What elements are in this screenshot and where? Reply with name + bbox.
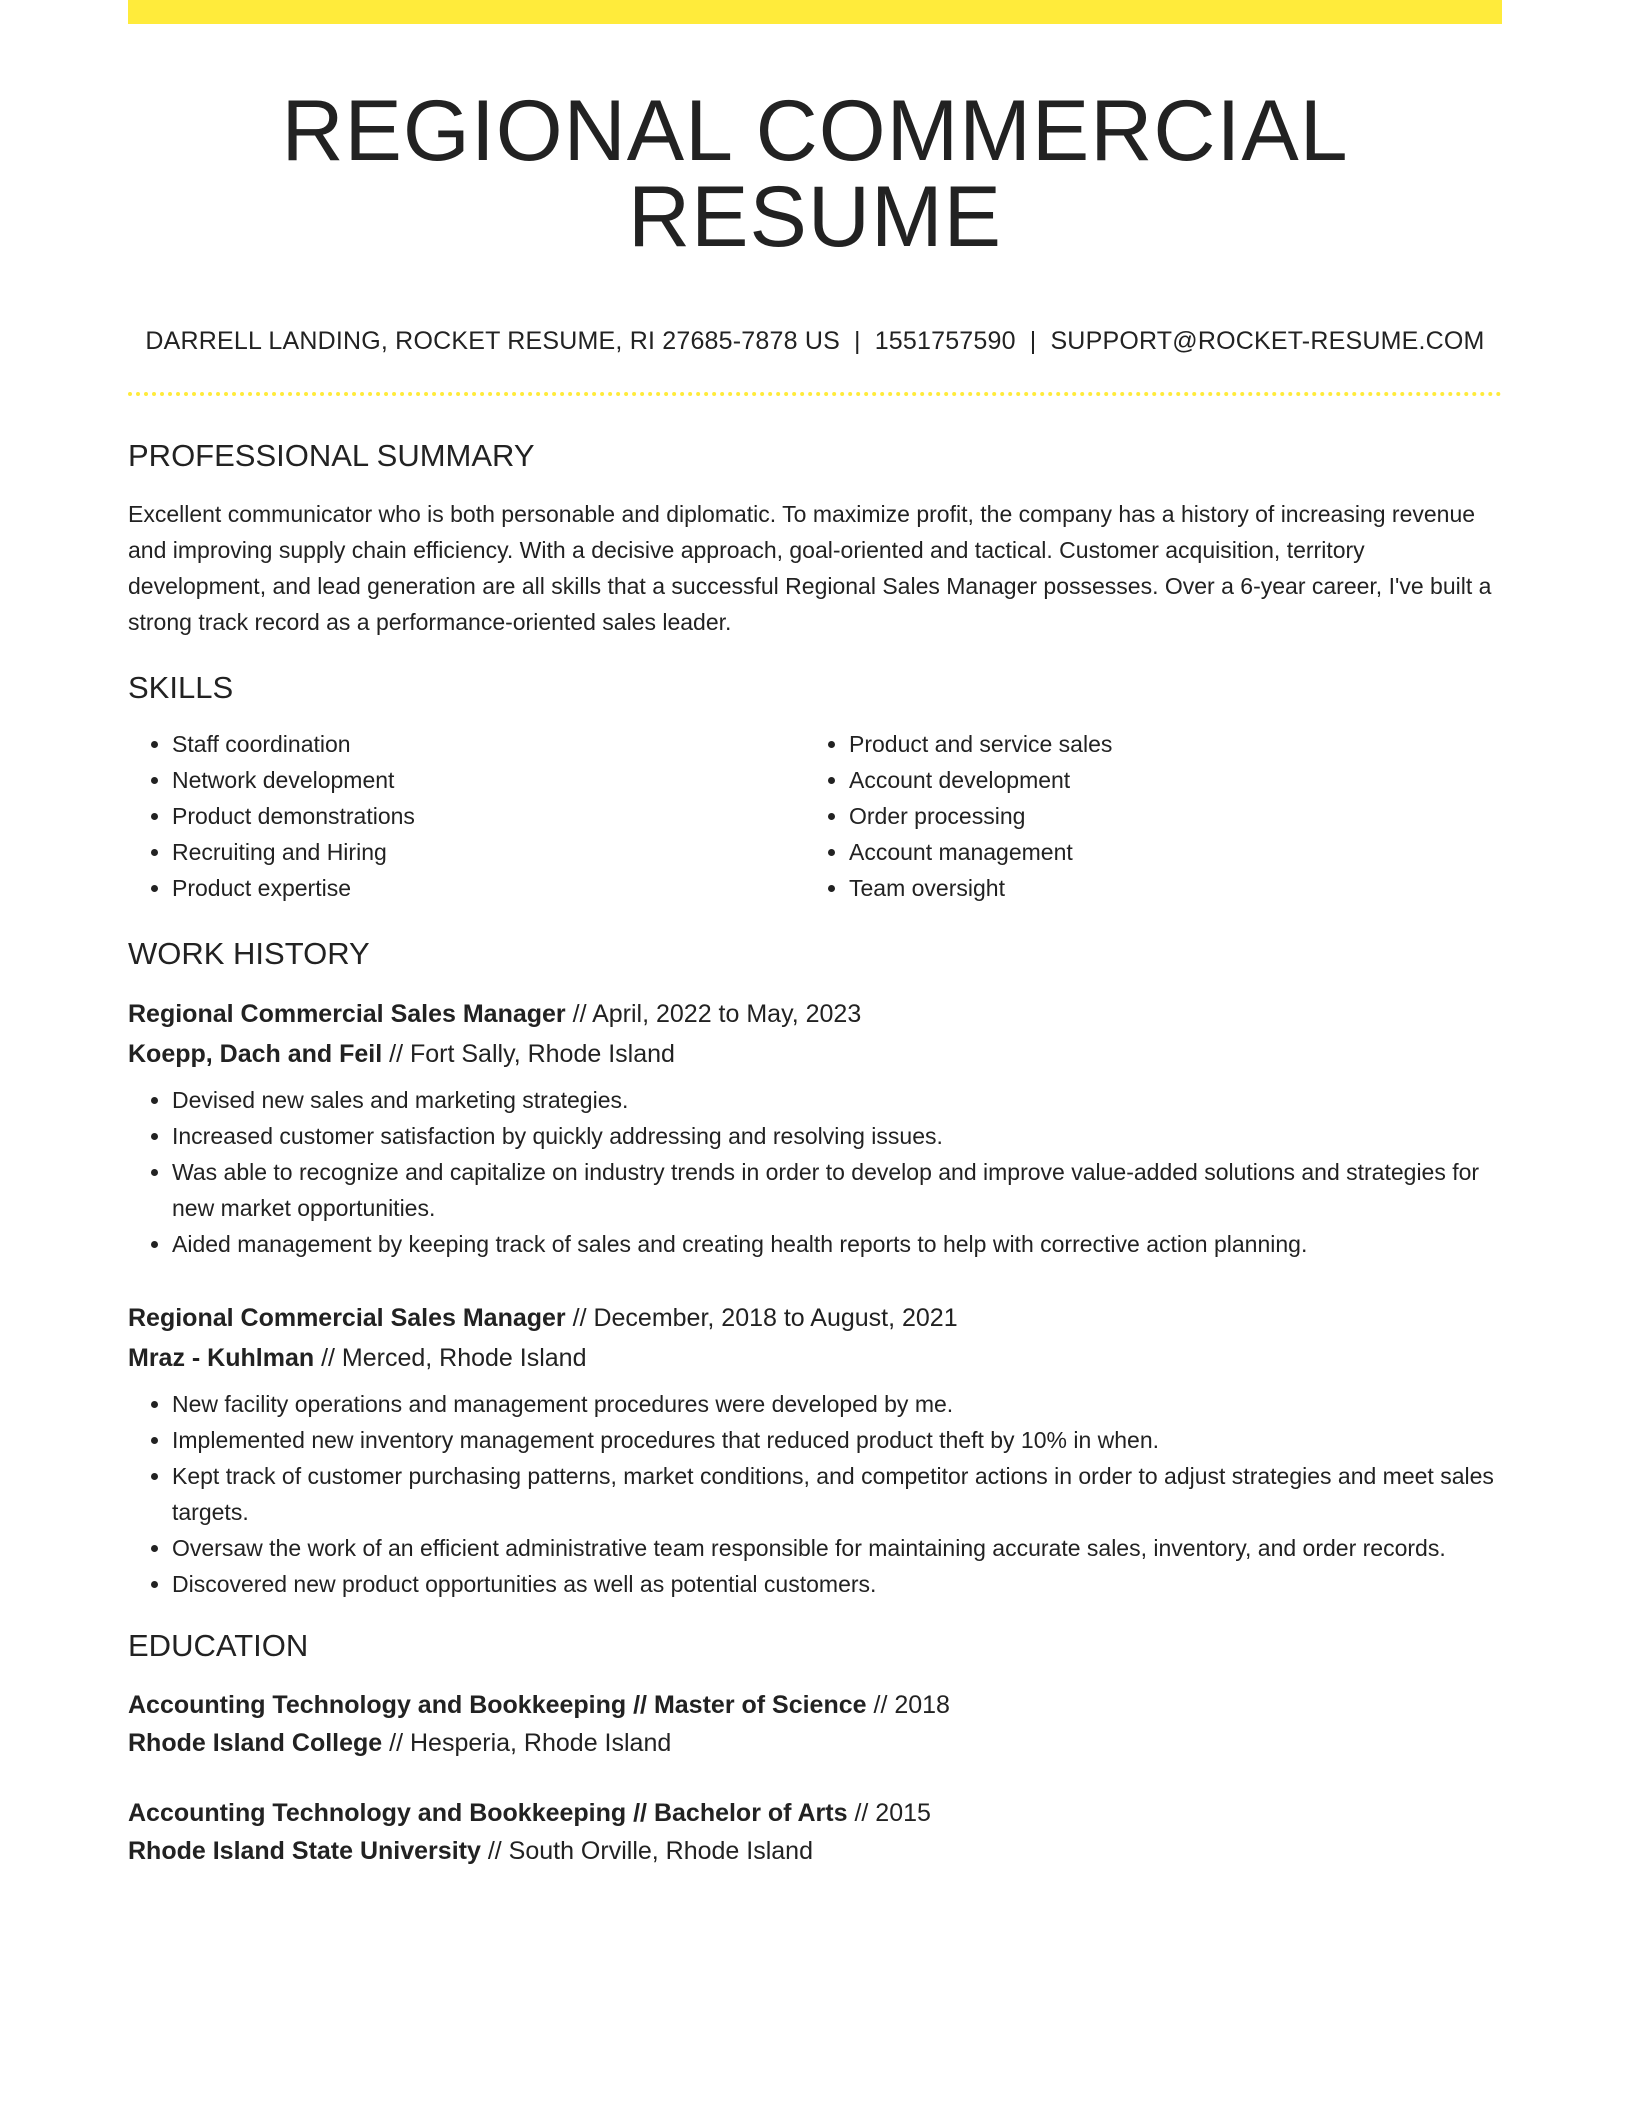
contact-address: DARRELL LANDING, ROCKET RESUME, RI 27685-7878 US: [145, 327, 840, 355]
skills-column-right: [805, 726, 1482, 906]
skill-item: • Account management: [849, 834, 1482, 870]
education-year: // 2018: [866, 1691, 950, 1719]
job-entry: [128, 1298, 1502, 1602]
education-location: // South Orville, Rhode Island: [480, 1837, 813, 1865]
education-degree: Accounting Technology and Bookkeeping // Bachelor of Arts: [128, 1799, 848, 1827]
job-role: Regional Commercial Sales Manager: [128, 1000, 566, 1028]
contact-phone: 1551757590: [874, 327, 1016, 355]
skill-item: • Account development: [849, 762, 1482, 798]
education-year: // 2015: [847, 1799, 931, 1827]
job-location: // Fort Sally, Rhode Island: [382, 1040, 675, 1068]
resume-title: REGIONAL COMMERCIAL RESUME: [281, 83, 1349, 265]
job-role-line: [128, 994, 1502, 1034]
job-bullet: • Increased customer satisfaction by quickly addressing and resolving issues.: [172, 1118, 1502, 1154]
job-bullet: • Implemented new inventory management procedures that reduced product theft by 10% in when.: [172, 1422, 1502, 1458]
education-entry: [128, 1794, 1502, 1870]
job-bullets: [128, 1386, 1502, 1602]
job-bullet: • Devised new sales and marketing strategies.: [172, 1082, 1502, 1118]
job-dates: // December, 2018 to August, 2021: [565, 1304, 958, 1332]
skill-item: • Network development: [172, 762, 805, 798]
job-bullets: [128, 1082, 1502, 1262]
contact-email: SUPPORT@ROCKET-RESUME.COM: [1050, 327, 1485, 355]
job-bullet: • Discovered new product opportunities as well as potential customers.: [172, 1566, 1502, 1602]
resume-page: [128, 0, 1502, 1870]
contact-line: [128, 326, 1502, 356]
education-school-line: [128, 1832, 1502, 1870]
education-degree-line: [128, 1794, 1502, 1832]
job-bullet: • Kept track of customer purchasing patterns, market conditions, and competitor actions in order to adjust strategies and meet sales targets.: [172, 1458, 1502, 1530]
education-location: // Hesperia, Rhode Island: [382, 1729, 672, 1757]
job-role-line: [128, 1298, 1502, 1338]
skill-item: • Product demonstrations: [172, 798, 805, 834]
job-location: // Merced, Rhode Island: [314, 1344, 587, 1372]
job-company-line: [128, 1034, 1502, 1074]
skills-heading: SKILLS: [128, 670, 234, 705]
accent-top-bar: [128, 0, 1502, 24]
job-entry: [128, 994, 1502, 1262]
summary-heading: PROFESSIONAL SUMMARY: [128, 438, 535, 473]
job-company-line: [128, 1338, 1502, 1378]
education-degree-line: [128, 1686, 1502, 1724]
work-history-heading: WORK HISTORY: [128, 936, 370, 971]
skills-column-left: [128, 726, 805, 906]
skill-item: • Team oversight: [849, 870, 1482, 906]
job-company: Mraz - Kuhlman: [128, 1344, 315, 1372]
job-role: Regional Commercial Sales Manager: [128, 1304, 566, 1332]
skill-item: • Product and service sales: [849, 726, 1482, 762]
job-bullet: • Aided management by keeping track of sales and creating health reports to help with corrective action planning.: [172, 1226, 1502, 1262]
skill-item: • Staff coordination: [172, 726, 805, 762]
education-entry: [128, 1686, 1502, 1762]
education-degree: Accounting Technology and Bookkeeping // Master of Science: [128, 1691, 867, 1719]
contact-separator: |: [853, 327, 861, 355]
job-dates: // April, 2022 to May, 2023: [565, 1000, 862, 1028]
skills-grid: [128, 726, 1502, 906]
job-bullet: • Was able to recognize and capitalize on industry trends in order to develop and improve value-added solutions and strategies for new market opportunities.: [172, 1154, 1502, 1226]
job-bullet: • Oversaw the work of an efficient administrative team responsible for maintaining accurate sales, inventory, and order records.: [172, 1530, 1502, 1566]
dotted-divider: [128, 392, 1502, 396]
job-company: Koepp, Dach and Feil: [128, 1040, 383, 1068]
skill-item: • Product expertise: [172, 870, 805, 906]
education-school-line: [128, 1724, 1502, 1762]
contact-separator: |: [1029, 327, 1037, 355]
education-heading: EDUCATION: [128, 1628, 309, 1663]
education-school: Rhode Island College: [128, 1729, 383, 1757]
skill-item: • Recruiting and Hiring: [172, 834, 805, 870]
education-school: Rhode Island State University: [128, 1837, 481, 1865]
skill-item: • Order processing: [849, 798, 1482, 834]
job-bullet: • New facility operations and management procedures were developed by me.: [172, 1386, 1502, 1422]
summary-text: Excellent communicator who is both personable and diplomatic. To maximize profit, the company has a history of increasing revenue and improving supply chain efficiency. With a decisive approach, goal-oriented and tactical. Customer acquisition, territory development, and lead generation are all skills that a successful Regional Sales Manager possesses. Over a 6-year career, I've built a strong track record as a performance-oriented sales leader.: [128, 501, 1492, 635]
